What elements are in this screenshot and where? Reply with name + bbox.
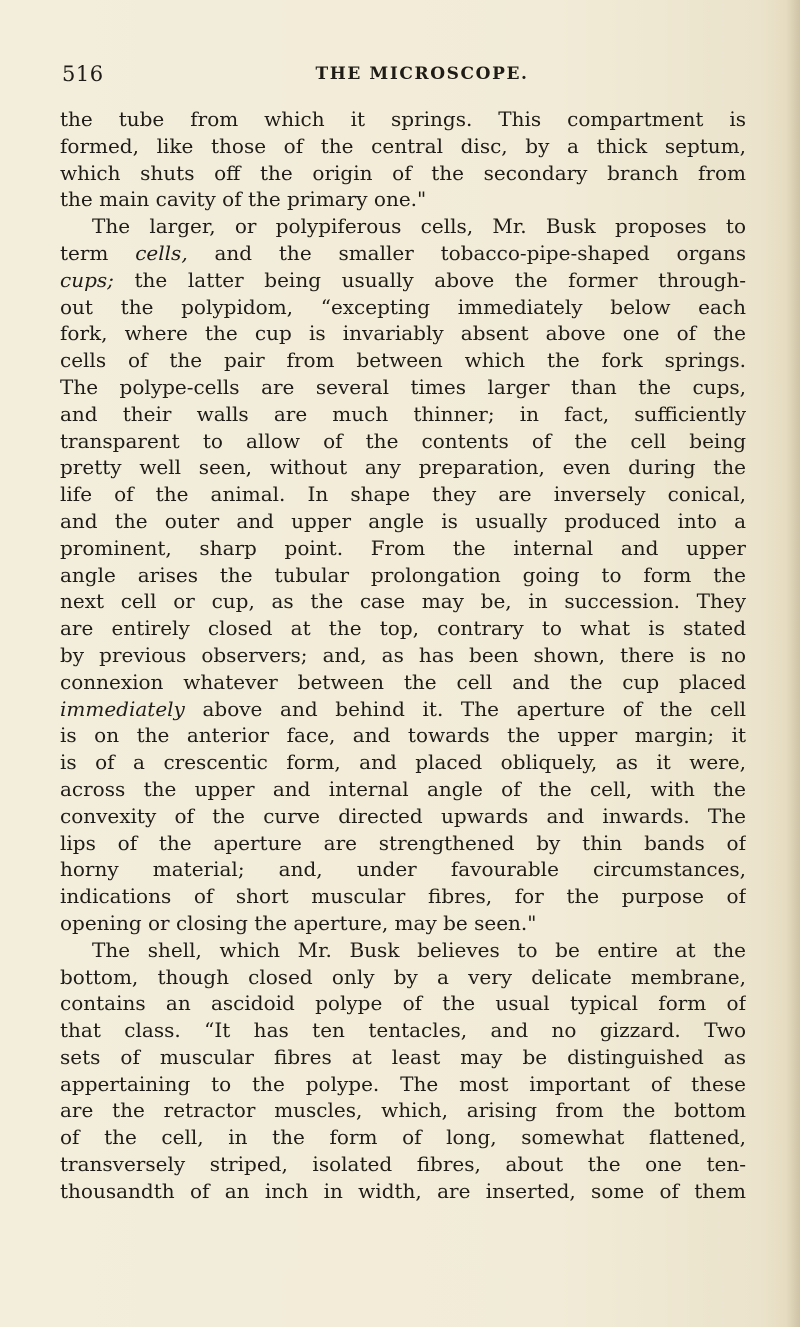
italic-word: cells, <box>135 240 188 265</box>
italic-word: cups; <box>60 267 114 292</box>
text-line: out the polypidom, “excepting immediately below each <box>60 294 746 319</box>
text-line: formed, like those of the central disc, by a thick septum, <box>60 133 746 158</box>
text-line: thousandth of an inch in width, are inserted, some of them <box>60 1178 746 1203</box>
text-line: indications of short muscular fibres, for the purpose of <box>60 884 746 909</box>
text-line: horny material; and, under favourable circumstances, <box>60 857 746 882</box>
text-line: transparent to allow of the contents of the cell being <box>60 428 746 453</box>
text-line: the main cavity of the primary one." <box>60 187 427 212</box>
running-head: THE MICROSCOPE. <box>315 64 529 84</box>
text-line: cells of the pair from between which the fork springs. <box>60 348 746 373</box>
text-line: of the cell, in the form of long, somewhat flattened, <box>60 1125 746 1150</box>
text-line: is on the anterior face, and towards the upper margin; it <box>60 723 746 748</box>
text-line: fork, where the cup is invariably absent above one of the <box>60 321 746 346</box>
page-number: 516 <box>62 62 104 86</box>
text-line: angle arises the tubular prolongation going to form the <box>60 562 746 587</box>
text-line: life of the animal. In shape they are inversely conical, <box>60 482 746 507</box>
text-line: appertaining to the polype. The most important of these <box>60 1071 746 1096</box>
text-line: transversely striped, isolated fibres, about the one ten- <box>60 1152 746 1177</box>
text-line: and their walls are much thinner; in fact, sufficiently <box>60 401 746 426</box>
text-line: prominent, sharp point. From the internal and upper <box>60 535 746 560</box>
text-line: term cells, and the smaller tobacco-pipe-shaped organs <box>60 240 746 265</box>
text-line: bottom, though closed only by a very delicate membrane, <box>60 964 746 989</box>
text-line: are entirely closed at the top, contrary to what is stated <box>60 616 746 641</box>
body-text <box>60 106 746 1205</box>
page-header <box>60 62 744 92</box>
text-line: immediately above and behind it. The aperture of the cell <box>60 696 746 721</box>
text-line: opening or closing the aperture, may be seen." <box>60 910 537 935</box>
text-line: The larger, or polypiferous cells, Mr. Busk proposes to <box>92 214 746 239</box>
text-line: The polype-cells are several times larger than the cups, <box>60 374 746 399</box>
italic-word: immediately <box>60 696 185 721</box>
text-line: are the retractor muscles, which, arising from the bottom <box>60 1098 746 1123</box>
text-line: next cell or cup, as the case may be, in succession. They <box>60 589 746 614</box>
text-line: and the outer and upper angle is usually produced into a <box>60 508 746 533</box>
text-line: the tube from which it springs. This compartment is <box>60 107 746 131</box>
page-edge-shadow <box>786 0 800 1327</box>
text-line: pretty well seen, without any preparation, even during the <box>60 455 746 480</box>
text-line: The shell, which Mr. Busk believes to be entire at the <box>92 937 746 962</box>
text-line: that class. “It has ten tentacles, and no gizzard. Two <box>60 1018 746 1043</box>
text-line: by previous observers; and, as has been shown, there is no <box>60 642 746 667</box>
text-line: sets of muscular fibres at least may be distinguished as <box>60 1044 746 1069</box>
text-line: connexion whatever between the cell and the cup placed <box>60 669 746 694</box>
text-line: contains an ascidoid polype of the usual typical form of <box>60 991 746 1016</box>
text-line: convexity of the curve directed upwards and inwards. The <box>60 803 746 828</box>
text-line: is of a crescentic form, and placed obliquely, as it were, <box>60 750 746 775</box>
text-line: which shuts off the origin of the secondary branch from <box>60 160 746 185</box>
text-line: cups; the latter being usually above the former through- <box>60 267 746 292</box>
text-line: across the upper and internal angle of the cell, with the <box>60 776 746 801</box>
text-line: lips of the aperture are strengthened by thin bands of <box>60 830 746 855</box>
